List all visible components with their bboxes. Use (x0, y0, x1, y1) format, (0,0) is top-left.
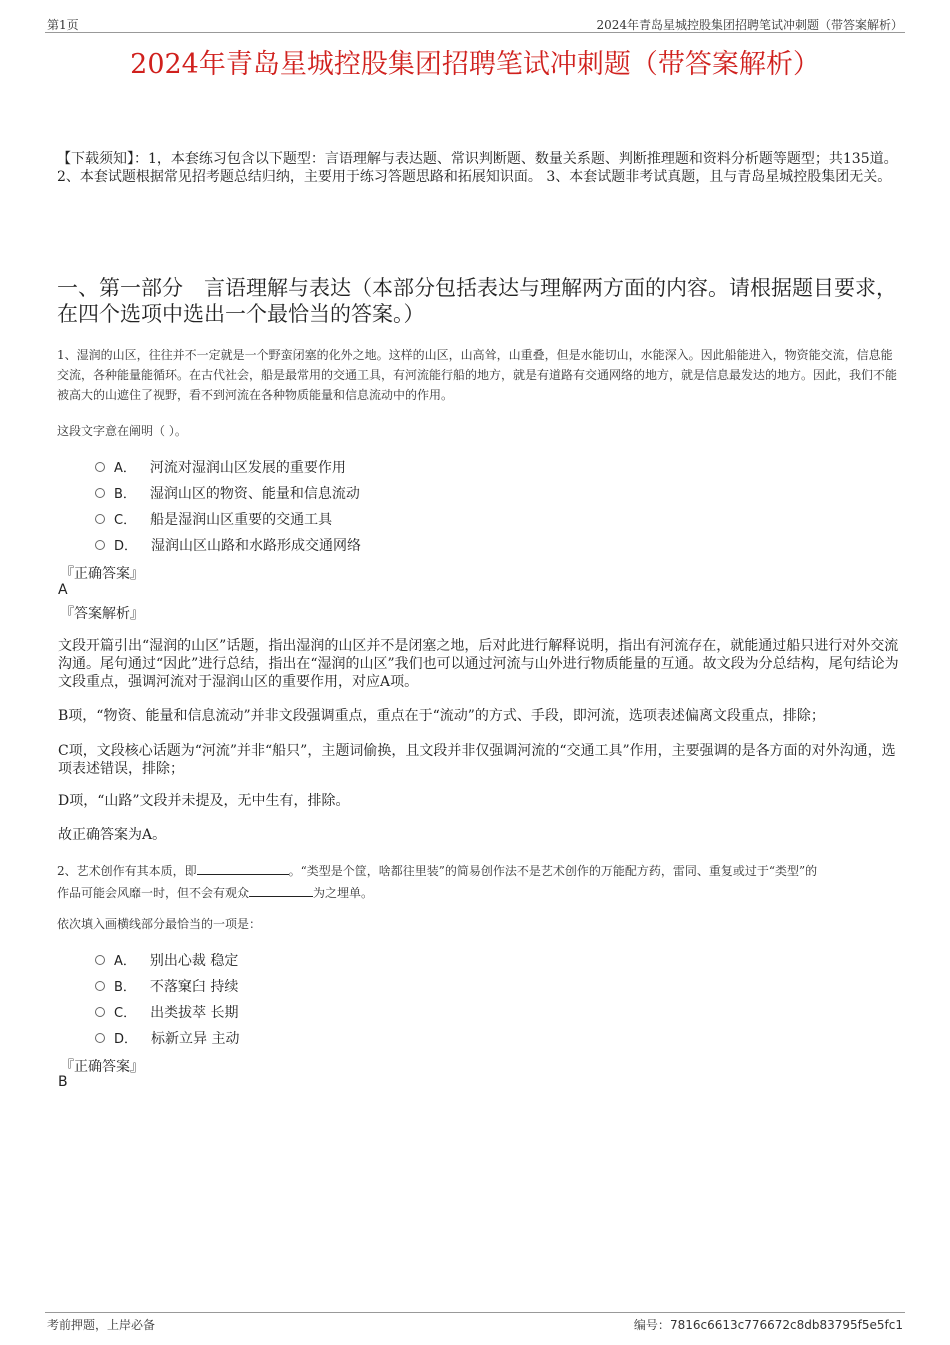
q1-analysis-c: C项，文段核心话题为“河流”并非“船只”，主题词偷换，且文段并非仅强调河流的“交通工具”作用，主要强调的是各方面的对外沟通，选项表述错误，排除； (58, 743, 896, 777)
q1-answer-label: 『正确答案』 (60, 566, 144, 582)
footer-slogan: 考前押题，上岸必备 (47, 1318, 156, 1332)
q2-passage: 2、艺术创作有其本质，即 。“类型是个筐，啥都往里装”的简易创作法不是艺术创作的万能配方药，雷同、重复或过于“类型”的 作品可能会风靡一时，但不会有观众 为之埋单。 (57, 864, 818, 900)
q1-analysis-conclusion: 故正确答案为A。 (58, 827, 167, 843)
q1-option-b[interactable]: B． 湿润山区的物资、能量和信息流动 (95, 483, 360, 503)
q1-stem: 这段文字意在阐明（ ）。 (57, 424, 187, 438)
document-title: 2024年青岛星城控股集团招聘笔试冲刺题（带答案解析） (130, 49, 820, 80)
q2-option-a[interactable]: A． 别出心裁 稳定 (95, 950, 238, 970)
section-heading: 一、第一部分 言语理解与表达（本部分包括表达与理解两方面的内容。请根据题目要求，在四个选项中选出一个最恰当的答案。） (57, 276, 897, 326)
radio-icon[interactable] (95, 540, 105, 550)
q1-passage: 1、湿润的山区，往往并不一定就是一个野蛮闭塞的化外之地。这样的山区，山高耸，山重叠，但是水能切山，水能深入。因此船能进入，物资能交流，信息能交流，各种能量能循环。在古代社会，船是最常用的交通工具，有河流能行船的地方，就是有道路有交通网络的地方，就是信息最发达的地方。因此，我们不能被高大的山遮住了视野，看不到河流在各种物质能量和信息流动中的作用。 (57, 348, 898, 402)
page-header (45, 14, 905, 33)
q2-option-c[interactable]: C． 出类拔萃 长期 (95, 1002, 239, 1022)
q1-option-c[interactable]: C． 船是湿润山区重要的交通工具 (95, 509, 332, 529)
q1-analysis-b: B项，“物资、能量和信息流动”并非文段强调重点，重点在于“流动”的方式、手段，即河流，选项表述偏离文段重点，排除； (58, 708, 825, 724)
page-number: 第1页 (47, 18, 79, 32)
q2-stem: 依次填入画横线部分最恰当的一项是： (57, 917, 262, 931)
header-doc-title: 2024年青岛星城控股集团招聘笔试冲刺题（带答案解析） (596, 18, 903, 32)
radio-icon[interactable] (95, 981, 105, 991)
q2-option-d[interactable]: D． 标新立异 主动 (95, 1028, 239, 1048)
q1-analysis-main: 文段开篇引出“湿润的山区”话题，指出湿润的山区并不是闭塞之地，后对此进行解释说明，指出有河流存在，就能通过船只进行对外交流沟通。尾句通过“因此”进行总结，指出在“湿润的山区”我们也可以通过河流与山外进行物质能量的互通。故文段为分总结构，尾句结论为文段重点，强调河流对于湿润山区的重要作用，对应A项。 (58, 638, 899, 690)
radio-icon[interactable] (95, 955, 105, 965)
q1-option-a[interactable]: A． 河流对湿润山区发展的重要作用 (95, 457, 346, 477)
radio-icon[interactable] (95, 1033, 105, 1043)
radio-icon[interactable] (95, 462, 105, 472)
q2-option-b[interactable]: B． 不落窠臼 持续 (95, 976, 238, 996)
radio-icon[interactable] (95, 488, 105, 498)
q1-answer: A (58, 582, 68, 598)
q1-option-d[interactable]: D． 湿润山区山路和水路形成交通网络 (95, 535, 361, 555)
download-notice: 【下载须知】：1，本套练习包含以下题型：言语理解与表达题、常识判断题、数量关系题、判断推理题和资料分析题等题型；共135道。 2、本套试题根据常见招考题总结归纳，主要用于练习答题思路和拓展知识面。 3、本套试题非考试真题，且与青岛星城控股集团无关。 (57, 151, 898, 185)
blank-2 (249, 884, 313, 897)
q1-analysis-d: D项，“山路”文段并未提及，无中生有，排除。 (58, 793, 350, 809)
footer-code: 编号：7816c6613c776672c8db83795f5e5fc1 (633, 1318, 903, 1332)
q2-answer-label: 『正确答案』 (60, 1059, 144, 1075)
page-footer (45, 1312, 905, 1332)
q1-analysis-label: 『答案解析』 (60, 606, 144, 622)
q2-answer: B (58, 1074, 68, 1090)
blank-1 (197, 862, 289, 875)
radio-icon[interactable] (95, 514, 105, 524)
radio-icon[interactable] (95, 1007, 105, 1017)
